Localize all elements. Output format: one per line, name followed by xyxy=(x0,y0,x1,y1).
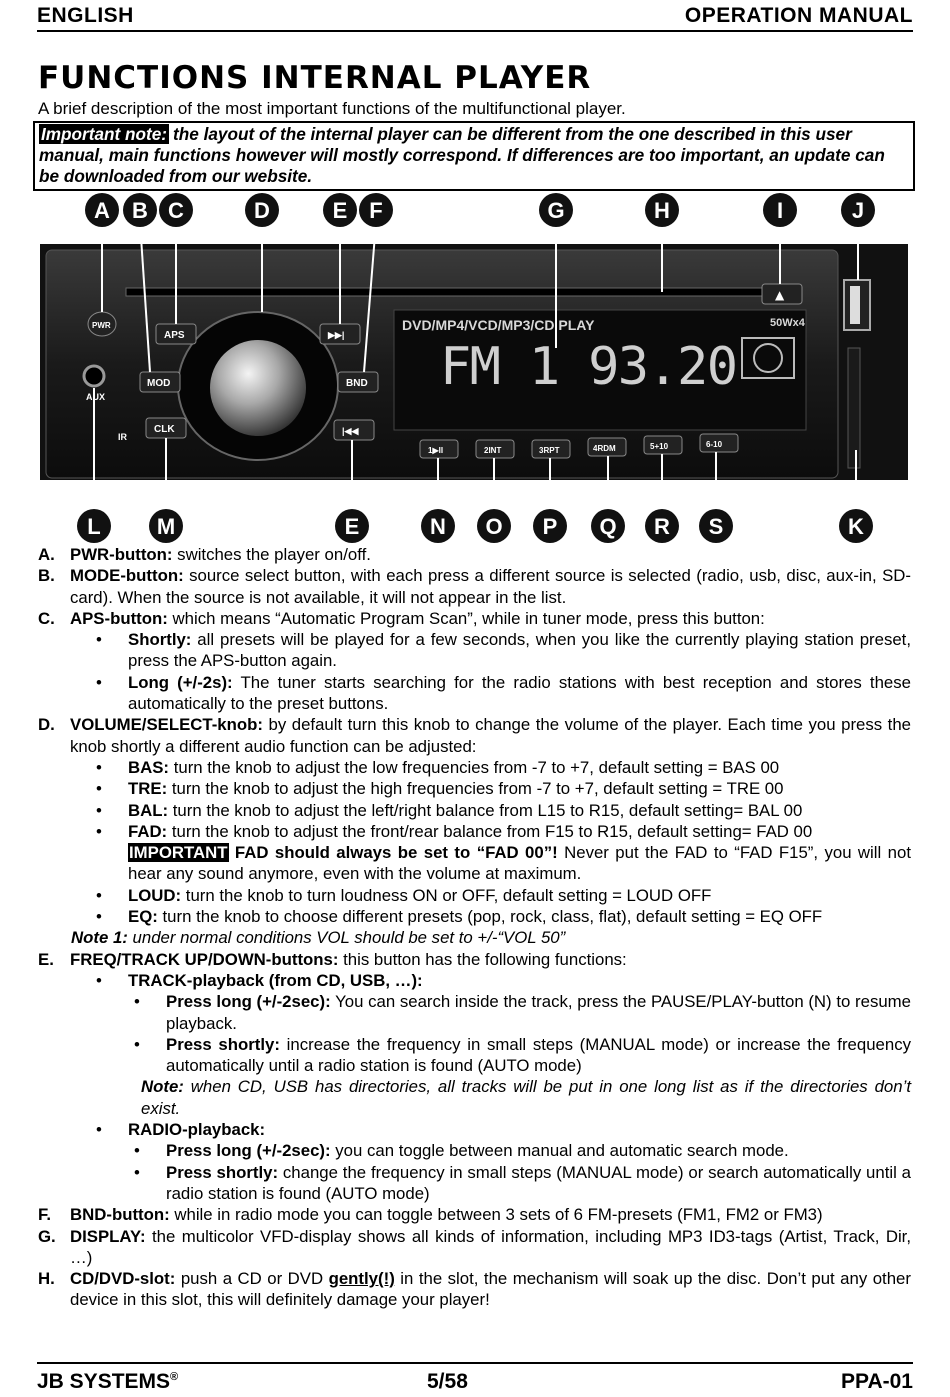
bullet-name: RADIO-playback: xyxy=(128,1120,266,1140)
clk-button-label: CLK xyxy=(154,424,175,435)
list-item: • BAL: turn the knob to adjust the left/right balance from L15 to R15, default setting= BAL 00 xyxy=(96,800,803,820)
item-text: which means “Automatic Program Scan”, while in tuner mode, press this button: xyxy=(167,608,765,628)
header-language: ENGLISH xyxy=(37,4,134,27)
item-name: FREQ/TRACK UP/DOWN-buttons: xyxy=(70,949,339,969)
callout-s-label: S xyxy=(708,514,724,539)
item-name: BND-button: xyxy=(70,1205,170,1225)
list-item: • RADIO-playback: xyxy=(96,1120,266,1140)
callout-f-label: F xyxy=(369,198,383,223)
item-letter: B. xyxy=(38,566,55,586)
item-name: VOLUME/SELECT-knob: xyxy=(70,715,263,735)
bullet-text: turn the knob to adjust the front/rear balance from F15 to R15, default setting= FAD 00 xyxy=(167,821,813,841)
preset-5-label: 5+10 xyxy=(650,442,669,451)
item-letter: F. xyxy=(38,1205,52,1225)
bullet-name: Press shortly: xyxy=(166,1034,280,1054)
note-1 xyxy=(71,927,911,948)
list-item: • Press shortly: increase the frequency in small steps (MANUAL mode) or increase the frequency automatically until a radio station is found (AUTO mode) xyxy=(134,1034,912,1076)
item-text: the multicolor VFD-display shows all kinds of information, including MP3 ID3-tags (Artist, Track, Dir, …) xyxy=(70,1226,911,1267)
bullet-name: TRACK-playback (from CD, USB, …): xyxy=(128,970,423,990)
bullet-text: You can search inside the track, press the PAUSE/PLAY-button (N) to resume playback. xyxy=(166,992,911,1033)
item-a xyxy=(38,544,911,565)
item-text: this button has the following functions: xyxy=(338,949,627,969)
page-title: FUNCTIONS INTERNAL PLAYER xyxy=(38,60,592,96)
item-letter: E. xyxy=(38,949,54,969)
callout-o-label: O xyxy=(485,514,503,539)
preset-1-label: 1▶II xyxy=(428,446,444,455)
callout-q-label: Q xyxy=(599,514,617,539)
function-list xyxy=(38,544,911,1311)
callout-m-label: M xyxy=(156,514,176,539)
preset-4-label: 4RDM xyxy=(593,444,616,453)
list-item: • Press shortly: change the frequency in small steps (MANUAL mode) or search automatically until a radio station is found (AUTO mode) xyxy=(134,1162,911,1203)
page-number: 5/58 xyxy=(427,1370,468,1393)
item-letter: G. xyxy=(38,1226,56,1246)
callout-n-label: N xyxy=(430,514,446,539)
item-text: push a CD or DVD xyxy=(175,1269,329,1289)
list-item: • LOUD: turn the knob to turn loudness ON or OFF, default setting = LOUD OFF xyxy=(96,885,712,905)
bullet-name: LOUD: xyxy=(128,885,182,905)
callout-h-label: H xyxy=(654,198,670,223)
bullet-name: Long (+/-2s): xyxy=(128,672,233,692)
item-text: source select button, with each press a different source is selected (radio, usb, disc, aux-in, SD-card). When the source is not available, it will not appear in the list. xyxy=(70,566,911,607)
header-doc-type: OPERATION MANUAL xyxy=(684,4,913,27)
bullet-name: Press long (+/-2sec): xyxy=(166,1141,331,1161)
preset-2-label: 2INT xyxy=(484,446,502,455)
item-text: by default turn this knob to change the volume of the player. Each time you press the knob shortly a different audio function can be adjusted: xyxy=(70,715,911,756)
callout-bubbles-top xyxy=(85,193,875,227)
item-name: CD/DVD-slot: xyxy=(70,1269,176,1289)
bullet-name: BAS: xyxy=(128,757,170,777)
bullet-name: FAD: xyxy=(128,821,168,841)
callout-d-label: D xyxy=(254,198,270,223)
callout-l-label: L xyxy=(87,514,101,539)
footer-brand xyxy=(37,1370,178,1394)
item-name: MODE-button: xyxy=(70,566,184,586)
item-name: APS-button: xyxy=(70,608,168,628)
callout-e-label: E xyxy=(332,198,348,223)
eject-icon: ▲ xyxy=(775,288,785,302)
bullet-text: all presets will be played for a few seconds, when you like the currently playing station preset, press the APS-button again. xyxy=(128,630,911,671)
bullet-text: increase the frequency in small steps (MANUAL mode) or increase the frequency automatically until a radio station is found (AUTO mode) xyxy=(166,1034,912,1076)
preset-6-label: 6-10 xyxy=(706,440,723,449)
important-bold: FAD should always be set to “FAD 00”! xyxy=(228,843,558,863)
item-text-2: in the slot, the mechanism will soak up the disc. Don’t put any other device in this slot, this will definitely damage your player! xyxy=(70,1269,911,1310)
display-readout: FM 1 93.20 xyxy=(440,337,740,397)
bullet-text: turn the knob to choose different presets (pop, rock, class, flat), default setting = EQ OFF xyxy=(157,907,823,927)
bullet-name: Shortly: xyxy=(128,630,192,650)
page-footer xyxy=(37,1362,913,1394)
aux-label: AUX xyxy=(86,392,106,402)
footer-model: PPA-01 xyxy=(841,1370,913,1393)
ir-label: IR xyxy=(118,432,127,442)
bullet-name: EQ: xyxy=(128,907,158,927)
list-item: • BAS: turn the knob to adjust the low frequencies from -7 to +7, default setting = BAS 00 xyxy=(96,757,780,777)
bullet-text: turn the knob to adjust the high frequencies from -7 to +7, default setting = TRE 00 xyxy=(167,779,784,799)
list-item: • Shortly: all presets will be played for a few seconds, when you like the currently playing station preset, press the APS-button again. xyxy=(96,630,911,671)
note-text: when CD, USB has directories, all tracks will be put in one long list as if the directories don’t exist. xyxy=(141,1077,911,1118)
note-label: Note 1: xyxy=(71,928,128,948)
list-item: • Press long (+/-2sec): you can toggle between manual and automatic search mode. xyxy=(134,1141,789,1161)
callout-g-label: G xyxy=(547,198,565,223)
page-header xyxy=(37,2,913,32)
callout-bubbles-bottom xyxy=(77,509,873,543)
mod-button-label: MOD xyxy=(147,378,171,389)
bullet-text: turn the knob to adjust the low frequencies from -7 to +7, default setting = BAS 00 xyxy=(169,757,780,777)
list-item: • TRE: turn the knob to adjust the high frequencies from -7 to +7, default setting = TRE 00 xyxy=(96,779,784,799)
important-note-box xyxy=(33,121,915,191)
preset-3-label: 3RPT xyxy=(539,446,560,455)
callout-p-label: P xyxy=(542,514,558,539)
player-figure xyxy=(0,188,950,548)
important-text: Never put the FAD to “FAD F15”, you will not hear any sound anymore, even with the volume at maximum. xyxy=(128,843,911,884)
bullet-text: change the frequency in small steps (MANUAL mode) or search automatically until a radio station is found (AUTO mode) xyxy=(166,1162,911,1203)
item-name: PWR-button: xyxy=(70,545,173,564)
item-f xyxy=(38,1204,911,1225)
bullet-name: TRE: xyxy=(128,779,168,799)
callout-r-label: R xyxy=(654,514,670,539)
bullet-text: The tuner starts searching for the radio stations with best reception and stores these automatically to the preset buttons. xyxy=(128,672,911,714)
sd-slot xyxy=(848,348,860,468)
bullet-name: BAL: xyxy=(128,800,169,820)
callout-e2-label: E xyxy=(344,514,360,539)
item-name: DISPLAY: xyxy=(70,1226,146,1246)
item-e xyxy=(38,949,911,970)
item-letter: A. xyxy=(38,545,55,564)
usb-port-inner xyxy=(850,286,860,324)
callout-a-label: A xyxy=(94,198,110,223)
important-note-label: Important note: xyxy=(41,124,168,144)
callout-i-label: I xyxy=(776,198,784,223)
item-underline: gently(!) xyxy=(328,1269,395,1289)
callout-b-label: B xyxy=(132,198,148,223)
callout-k-label: K xyxy=(848,514,864,539)
cd-slot xyxy=(126,288,776,296)
item-g xyxy=(38,1226,911,1269)
note-text: under normal conditions VOL should be set to +/-“VOL 50” xyxy=(127,928,566,948)
item-text: switches the player on/off. xyxy=(172,545,371,564)
callout-c-label: C xyxy=(168,198,184,223)
item-d xyxy=(38,714,911,757)
list-item: • Long (+/-2s): The tuner starts searching for the radio stations with best reception and stores these automatically to the preset buttons. xyxy=(96,672,911,714)
item-letter: D. xyxy=(38,715,55,735)
list-item: • Press long (+/-2sec): You can search inside the track, press the PAUSE/PLAY-button (N) to resume playback. xyxy=(134,992,911,1033)
next-button-label: ▶▶| xyxy=(328,330,345,340)
footer-brand-text: JB SYSTEMS xyxy=(37,1370,171,1393)
display-power: 50Wx4 xyxy=(770,317,805,329)
list-item: • FAD: turn the knob to adjust the front/rear balance from F15 to R15, default setting= FAD 00 IMPORTANT FAD should always be set to “FAD 00”! Never put the FAD to “FAD F15”, you will not hear any sound anymore, even with the volume at maximum. xyxy=(96,821,911,884)
callout-j-label: J xyxy=(851,198,865,223)
aps-button-label: APS xyxy=(164,330,185,341)
bullet-name: Press long (+/-2sec): xyxy=(166,992,331,1012)
pwr-button-label: PWR xyxy=(92,321,111,330)
footer-reg: ® xyxy=(170,1371,179,1383)
important-note-text: the layout of the internal player can be different from the one described in this user manual, main functions however will mostly correspond. If differences are too important, an update can be downloaded from our website. xyxy=(39,124,885,186)
bullet-name: Press shortly: xyxy=(166,1162,279,1182)
important-label: IMPORTANT xyxy=(129,843,228,863)
note-label: Note: xyxy=(141,1077,184,1097)
item-h xyxy=(38,1268,911,1311)
track-note xyxy=(141,1076,911,1119)
aux-jack xyxy=(84,366,104,386)
prev-button-label: |◀◀ xyxy=(342,426,359,436)
volume-knob xyxy=(210,340,306,436)
page-subtitle: A brief description of the most important functions of the multifunctional player. xyxy=(38,99,626,118)
bullet-text: turn the knob to adjust the left/right balance from L15 to R15, default setting= BAL 00 xyxy=(168,800,803,820)
list-item: • TRACK-playback (from CD, USB, …): xyxy=(96,970,423,990)
item-b xyxy=(38,565,911,608)
list-item: • EQ: turn the knob to choose different presets (pop, rock, class, flat), default setting = EQ OFF xyxy=(96,907,823,927)
bullet-text: you can toggle between manual and automatic search mode. xyxy=(330,1141,789,1161)
item-letter: C. xyxy=(38,608,55,628)
item-text: while in radio mode you can toggle between 3 sets of 6 FM-presets (FM1, FM2 or FM3) xyxy=(169,1205,823,1225)
bnd-button-label: BND xyxy=(346,378,368,389)
item-letter: H. xyxy=(38,1269,55,1289)
bullet-text: turn the knob to turn loudness ON or OFF, default setting = LOUD OFF xyxy=(181,885,712,905)
item-c xyxy=(38,608,911,629)
display-brand: DVD/MP4/VCD/MP3/CD PLAY xyxy=(402,317,595,333)
